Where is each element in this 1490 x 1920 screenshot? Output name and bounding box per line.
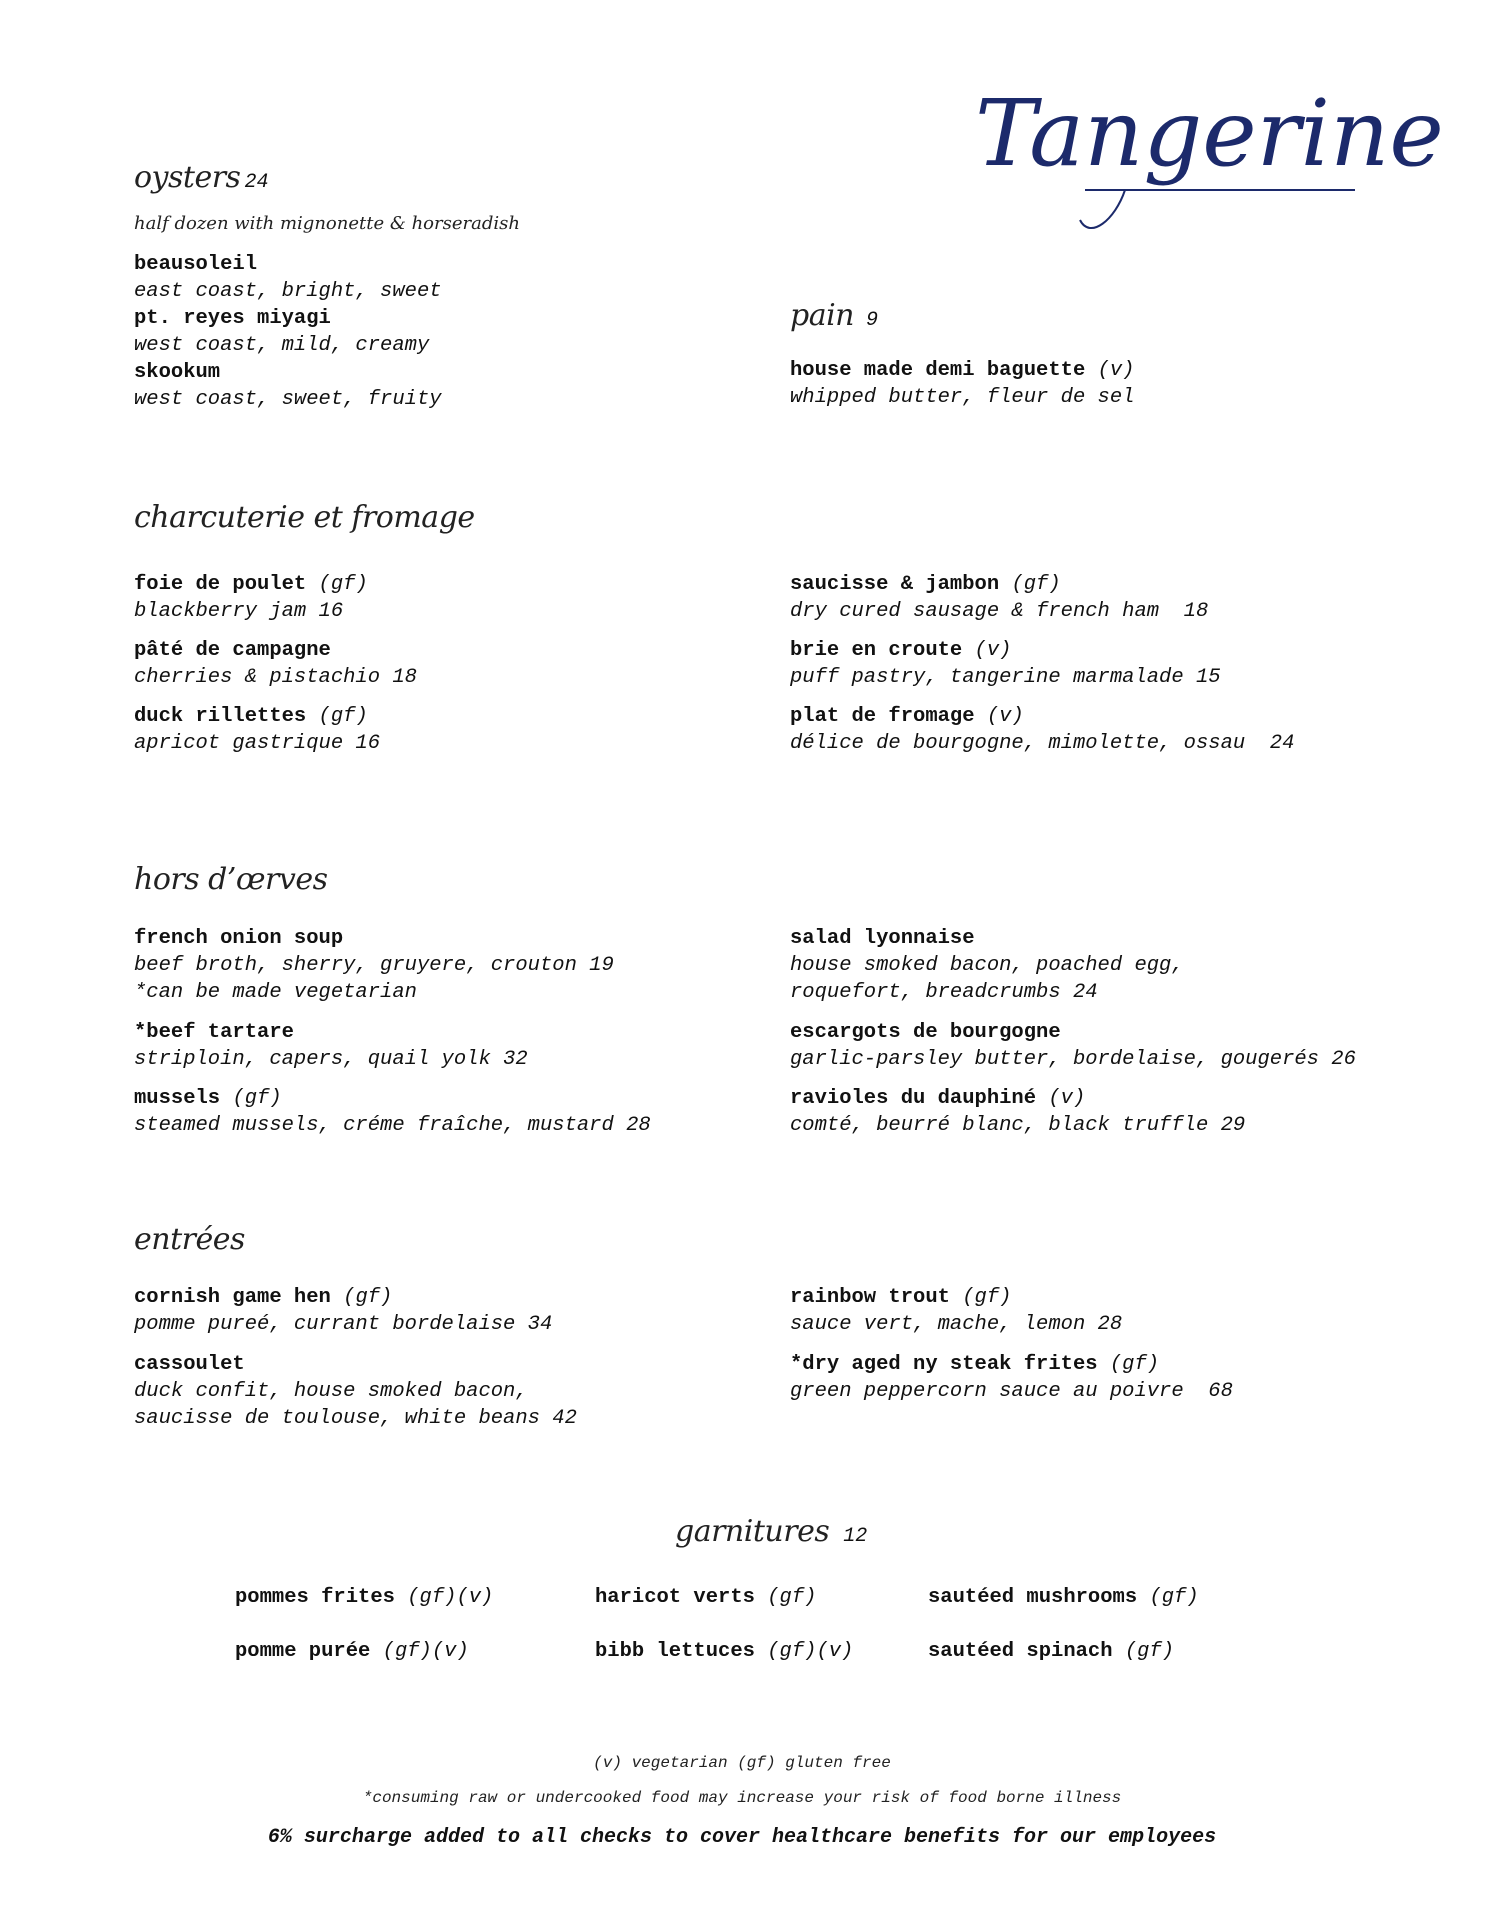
menu-item — [134, 1351, 834, 1432]
garniture-item — [595, 1638, 853, 1665]
item-name: skookum — [134, 361, 221, 384]
menu-item — [134, 1085, 834, 1139]
oysters-subtitle: half dozen with mignonette & horseradish — [134, 213, 520, 234]
item-desc: beef broth, sherry, gruyere, crouton 19 — [134, 954, 614, 977]
pain-heading — [790, 298, 878, 333]
item-tag: (gf) — [1011, 573, 1061, 596]
dietary-legend: (v) vegetarian (gf) gluten free — [593, 1754, 891, 1772]
item-name: *dry aged ny steak frites — [790, 1353, 1098, 1376]
item-name: sautéed mushrooms — [928, 1586, 1138, 1609]
menu-item — [790, 925, 1490, 1006]
item-name: beausoleil — [134, 253, 258, 276]
item-name: pt. reyes miyagi — [134, 307, 331, 330]
menu-item — [790, 637, 1490, 691]
item-desc: east coast, bright, sweet — [134, 280, 442, 303]
item-tag: (gf) — [318, 573, 368, 596]
item-name: haricot verts — [595, 1586, 755, 1609]
item-desc: dry cured sausage & french ham 18 — [790, 600, 1209, 623]
item-tag: (v) — [974, 639, 1012, 662]
item-name: sautéed spinach — [928, 1640, 1113, 1663]
menu-item — [790, 1085, 1490, 1139]
garniture-item — [235, 1584, 493, 1611]
item-tag: (gf) — [1149, 1586, 1199, 1609]
garniture-item — [235, 1638, 469, 1665]
item-name: foie de poulet — [134, 573, 307, 596]
menu-item — [134, 1019, 834, 1073]
section-title: garnitures — [675, 1514, 830, 1549]
item-name: brie en croute — [790, 639, 963, 662]
menu-item — [134, 571, 834, 625]
item-name: ravioles du dauphiné — [790, 1087, 1037, 1110]
item-tag: (gf) — [318, 705, 368, 728]
item-name: pomme purée — [235, 1640, 371, 1663]
item-desc: cherries & pistachio 18 — [134, 666, 417, 689]
item-name: duck rillettes — [134, 705, 307, 728]
menu-item — [790, 357, 1490, 411]
menu-item — [790, 1019, 1490, 1073]
item-desc: blackberry jam 16 — [134, 600, 344, 623]
item-name: pommes frites — [235, 1586, 395, 1609]
item-tag: (v) — [1097, 359, 1135, 382]
item-tag: (gf)(v) — [407, 1586, 494, 1609]
item-desc: west coast, mild, creamy — [134, 334, 430, 357]
entrees-heading: entrées — [134, 1222, 245, 1257]
item-name: pâté de campagne — [134, 639, 331, 662]
menu-item — [134, 1284, 834, 1338]
item-tag: (gf) — [767, 1586, 817, 1609]
item-tag: (v) — [986, 705, 1024, 728]
menu-item — [134, 637, 834, 691]
charcuterie-heading: charcuterie et fromage — [134, 500, 475, 535]
garnitures-heading — [675, 1514, 867, 1549]
item-desc: comté, beurré blanc, black truffle 29 — [790, 1114, 1246, 1137]
item-desc: whipped butter, fleur de sel — [790, 386, 1135, 409]
logo-wordmark: Tangerine — [975, 80, 1444, 187]
item-tag: (v) — [1048, 1087, 1086, 1110]
menu-item — [790, 571, 1490, 625]
item-tag: (gf) — [232, 1087, 282, 1110]
oysters-list — [134, 251, 834, 413]
item-name: plat de fromage — [790, 705, 975, 728]
section-price: 12 — [843, 1525, 868, 1548]
item-tag: (gf) — [1109, 1353, 1160, 1376]
item-desc: west coast, sweet, fruity — [134, 388, 442, 411]
surcharge-notice: 6% surcharge added to all checks to cover healthcare benefits for our employees — [267, 1826, 1217, 1849]
item-desc: pomme pureé, currant bordelaise 34 — [134, 1313, 553, 1336]
item-name: *beef tartare — [134, 1021, 294, 1044]
item-desc: puff pastry, tangerine marmalade 15 — [790, 666, 1221, 689]
item-tag: (gf)(v) — [382, 1640, 469, 1663]
item-desc: garlic-parsley butter, bordelaise, gougerés 26 — [790, 1048, 1356, 1071]
item-name: escargots de bourgogne — [790, 1021, 1061, 1044]
item-name: cornish game hen — [134, 1286, 331, 1309]
item-name: salad lyonnaise — [790, 927, 975, 950]
item-tag: (gf)(v) — [767, 1640, 854, 1663]
menu-item — [790, 703, 1490, 757]
item-desc: délice de bourgogne, mimolette, ossau 24 — [790, 732, 1295, 755]
item-note: *can be made vegetarian — [134, 981, 417, 1004]
item-name: house made demi baguette — [790, 359, 1086, 382]
item-desc: duck confit, house smoked bacon, — [134, 1380, 528, 1403]
item-desc: steamed mussels, créme fraîche, mustard 28 — [134, 1114, 651, 1137]
hors-heading: hors d’œrves — [134, 862, 328, 897]
menu-item — [790, 1351, 1490, 1405]
oysters-heading — [134, 160, 268, 195]
garniture-item — [928, 1584, 1199, 1611]
item-desc-cont: saucisse de toulouse, white beans 42 — [134, 1407, 577, 1430]
section-price: 9 — [866, 309, 879, 332]
item-name: rainbow trout — [790, 1286, 950, 1309]
item-tag: (gf) — [343, 1286, 393, 1309]
menu-item — [790, 1284, 1490, 1338]
garniture-item — [595, 1584, 816, 1611]
item-desc: striploin, capers, quail yolk 32 — [134, 1048, 528, 1071]
garniture-item — [928, 1638, 1174, 1665]
item-desc: sauce vert, mache, lemon 28 — [790, 1313, 1123, 1336]
item-desc: green peppercorn sauce au poivre 68 — [790, 1380, 1233, 1403]
item-tag: (gf) — [962, 1286, 1012, 1309]
menu-item — [134, 703, 834, 757]
section-price: 24 — [244, 171, 269, 194]
item-name: french onion soup — [134, 927, 344, 950]
item-desc: house smoked bacon, poached egg, — [790, 954, 1184, 977]
food-warning: *consuming raw or undercooked food may increase your risk of food borne illness — [362, 1789, 1122, 1807]
item-name: cassoulet — [134, 1353, 245, 1376]
section-title: pain — [790, 298, 855, 333]
item-name: bibb lettuces — [595, 1640, 755, 1663]
item-desc: apricot gastrique 16 — [134, 732, 381, 755]
tangerine-logo — [965, 70, 1444, 250]
item-tag: (gf) — [1124, 1640, 1175, 1663]
section-title: oysters — [134, 160, 241, 195]
item-name: mussels — [134, 1087, 221, 1110]
menu-item — [134, 925, 834, 1006]
item-desc-cont: roquefort, breadcrumbs 24 — [790, 981, 1098, 1004]
item-name: saucisse & jambon — [790, 573, 1000, 596]
